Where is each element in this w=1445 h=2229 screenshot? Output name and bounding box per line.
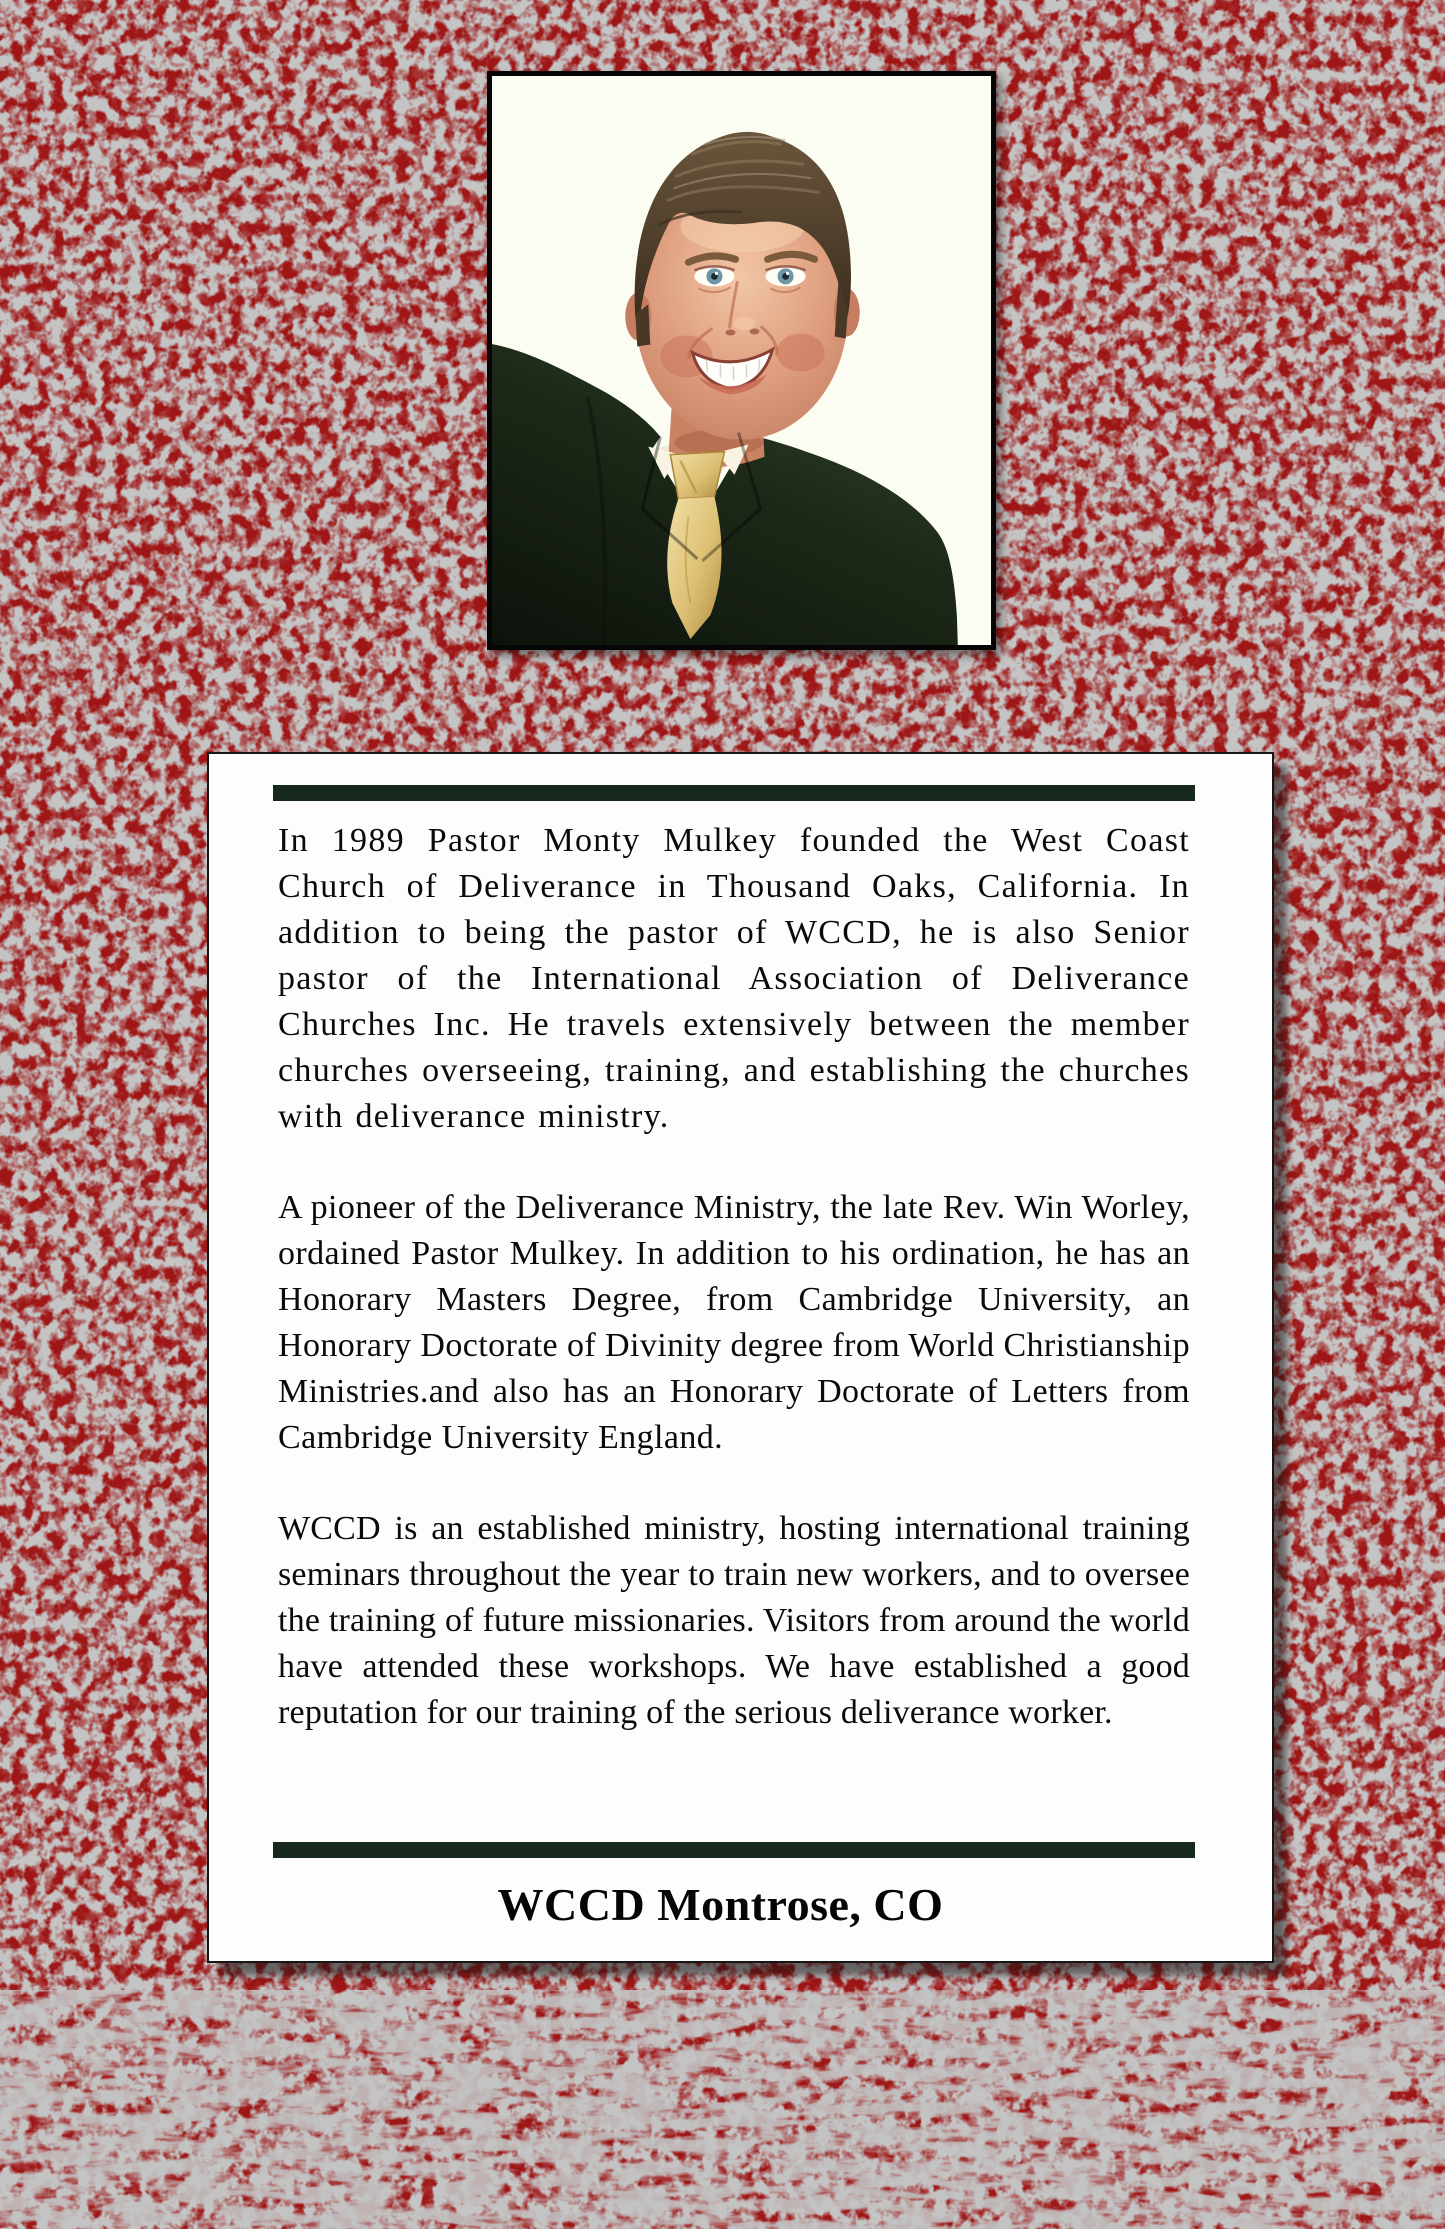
footer-title: WCCD Montrose, CO	[497, 1879, 944, 1930]
content-box	[207, 752, 1274, 1963]
portrait-frame	[487, 71, 996, 650]
bio-text	[278, 818, 1190, 1781]
eye-highlight-left	[715, 272, 718, 275]
bottom-rule	[273, 1842, 1195, 1858]
cheek-right	[777, 333, 825, 371]
nose-tip	[733, 316, 755, 330]
bio-paragraph-3: WCCD is an established ministry, hosting international training seminars throughout the year to train new workers, and to oversee the training of future missionaries. Visitors from around the world have attended these workshops. We have established a good reputation for our training of the serious deliverance worker.	[278, 1510, 1190, 1731]
bio-paragraph-2: A pioneer of the Deliverance Ministry, the late Rev. Win Worley, ordained Pastor Mulkey. In addition to his ordination, he has an Honorary Masters Degree, from Cambridge University, an Honorary Doctorate of Divinity degree from World Christianship Ministries.and also has an Honorary Doctorate of Letters from Cambridge University England.	[278, 1189, 1190, 1456]
bio-paragraph-1: In 1989 Pastor Monty Mulkey founded the West Coast Church of Deliverance in Thousand Oaks, California. In addition to being the pastor of WCCD, he is also Senior pastor of the International Association of Deliverance Churches Inc. He travels extensively between the member churches overseeing, training, and establishing the churches with deliverance ministry.	[278, 822, 1190, 1135]
nostril-left	[725, 329, 735, 335]
top-rule	[273, 785, 1195, 801]
eye-highlight-right	[786, 272, 789, 275]
portrait-photo	[492, 76, 991, 645]
nostril-right	[750, 328, 760, 334]
